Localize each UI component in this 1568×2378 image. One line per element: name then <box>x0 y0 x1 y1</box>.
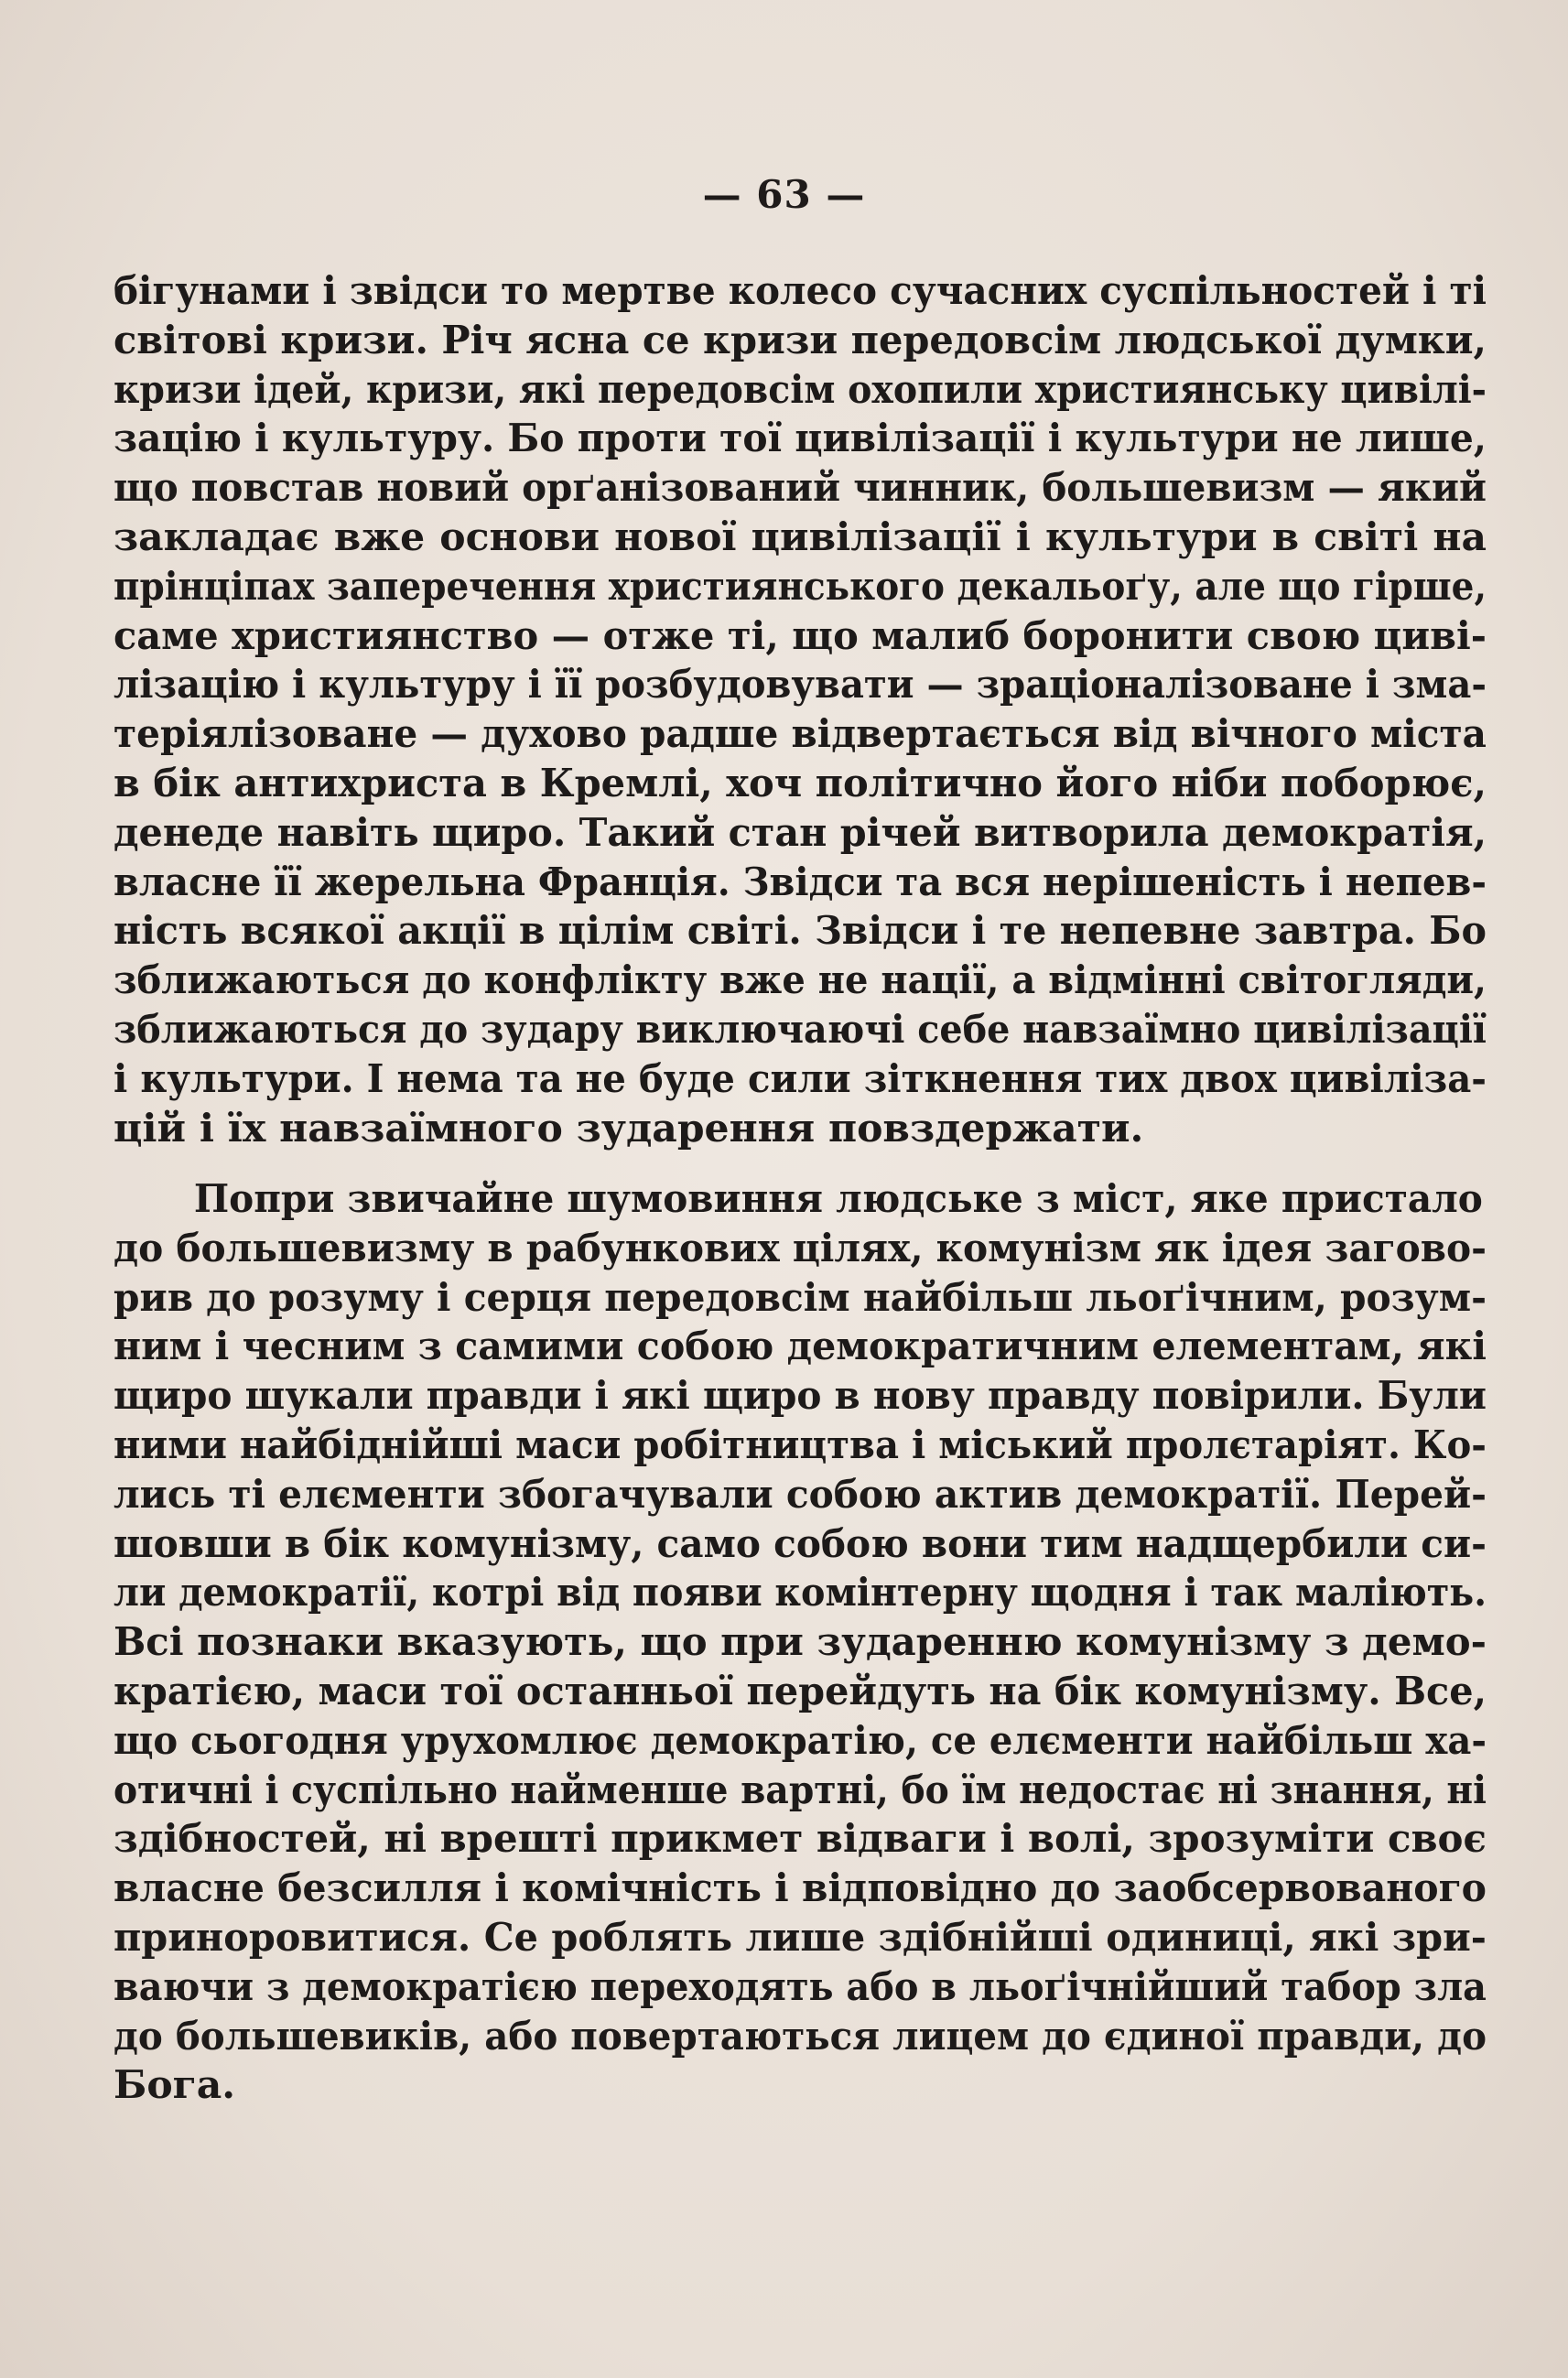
text-line: отичні і суспільно найменше вартні, бо їм недостає ні знання, ні <box>114 1767 1487 1813</box>
text-line: власне її жерельна Франція. Звідси та вся нерішеність і непев- <box>114 859 1487 905</box>
text-line: до большевизму в рабункових цілях, комунізм як ідея загово- <box>114 1225 1487 1271</box>
text-line: ними найбіднійші маси робітництва і міський пролєтаріят. Ко- <box>114 1421 1487 1468</box>
paragraph-2 <box>114 1175 1487 2111</box>
text-line: шовши в бік комунізму, само собою вони тим надщербили си- <box>114 1520 1487 1567</box>
text-line: лись ті елєменти збогачували собою актив демократії. Перей- <box>114 1471 1487 1518</box>
text-line: Всі познаки вказують, що при зударенню комунізму з демо- <box>114 1619 1487 1666</box>
text-line: світові кризи. Річ ясна се кризи передовсім людської думки, <box>114 317 1487 363</box>
text-line: лізацію і культуру і її розбудовувати — зраціоналізоване і зма- <box>114 662 1487 708</box>
text-line: саме християнство — отже ті, що малиб боронити свою циві- <box>114 612 1487 659</box>
text-line: власне безсилля і комічність і відповідно до заобсервованого <box>114 1865 1487 1912</box>
text-line: що сьогодня урухомлює демократію, се елєменти найбільш ха- <box>114 1717 1487 1764</box>
text-line: бігунами і звідси то мертве колесо сучасних суспільностей і ті <box>114 268 1487 314</box>
text-line: зближаються до конфлікту вже не нації, а відмінні світогляди, <box>114 957 1487 1004</box>
text-line: зближаються до зудару виключаючі себе навзаїмно цивілізації <box>114 1006 1487 1053</box>
text-line: в бік антихриста в Кремлі, хоч політично його ніби поборює, <box>114 760 1487 806</box>
text-line: що повстав новий орґанізований чинник, большевизм — який <box>114 465 1487 512</box>
text-line: Бога. <box>114 2062 236 2109</box>
paragraph-1 <box>114 267 1487 1153</box>
text-line: цій і їх навзаїмного зударення повздержати. <box>114 1105 1144 1151</box>
text-line: закладає вже основи нової цивілізації і культури в світі на <box>114 513 1487 560</box>
text-line: щиро шукали правди і які щиро в нову правду повірили. Були <box>114 1373 1487 1420</box>
text-line: Попри звичайне шумовиння людське з міст, яке пристало <box>193 1176 1483 1222</box>
text-line: здібностей, ні врешті прикмет відваги і волі, зрозуміти своє <box>114 1816 1487 1863</box>
text-line: прінціпах заперечення християнського декальоґу, але що гірше, <box>114 563 1487 610</box>
text-line: рив до розуму і серця передовсім найбільш льоґічним, розум- <box>114 1274 1487 1321</box>
text-line: зацію і культуру. Бо проти тої цивілізації і культури не лише, <box>114 416 1487 462</box>
text-line: теріялізоване — духово радше відвертається від вічного міста <box>114 711 1487 758</box>
text-line: денеде навіть щиро. Такий стан річей витворила демократія, <box>114 809 1487 856</box>
text-line: ваючи з демократією переходять або в льоґічнійший табор зла <box>114 1963 1487 2010</box>
page-number: — 63 — <box>702 172 866 217</box>
text-line: ли демократії, котрі від появи комінтерну щодня і так маліють. <box>114 1570 1487 1616</box>
text-line: до большевиків, або повертаються лицем до єдиної правди, до <box>114 2013 1487 2059</box>
text-line: приноровитися. Се роблять лише здібнійші одиниці, які зри- <box>114 1914 1487 1961</box>
text-line: ним і чесним з самими собою демократичним елементам, які <box>114 1324 1487 1370</box>
text-line: кратією, маси тої останньої перейдуть на бік комунізму. Все, <box>114 1668 1487 1714</box>
text-line: ність всякої акції в цілім світі. Звідси і те непевне завтра. Бо <box>114 908 1487 955</box>
text-line: і культури. І нема та не буде сили зіткнення тих двох цивіліза- <box>114 1055 1487 1102</box>
text-line: кризи ідей, кризи, які передовсім охопили християнську цивілі- <box>114 366 1487 413</box>
